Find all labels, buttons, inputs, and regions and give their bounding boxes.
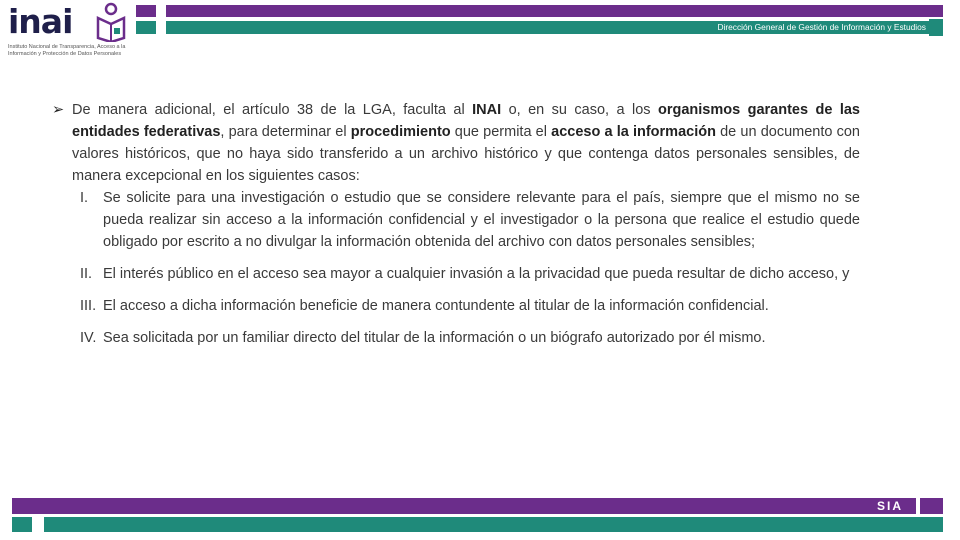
intro-bullet (52, 99, 860, 187)
inai-logo (8, 2, 126, 62)
reader-book-icon (94, 2, 128, 42)
list-item-text: Sea solicitada por un familiar directo del titular de la información o un biógrafo autorizado por él mismo. (103, 330, 766, 346)
list-item-number: IV. (80, 330, 97, 346)
footer-green-square (12, 517, 32, 532)
footer-purple-square (920, 498, 943, 514)
list-item-number: II. (80, 266, 93, 282)
header-title: Dirección General de Gestión de Información y Estudios (717, 22, 926, 32)
list-item (52, 295, 860, 317)
logo-wordmark: inai (8, 2, 73, 41)
list-item (52, 263, 860, 285)
header-green-square (136, 21, 156, 34)
footer-purple-bar (12, 498, 916, 514)
slide-content (52, 99, 860, 349)
intro-paragraph: De manera adicional, el artículo 38 de la LGA, faculta al INAI o, en su caso, a los organismos garantes de las entidades federativas, para determinar el procedimiento que permita el acceso a la información de un documento con valores históricos, que no haya sido transferido a un archivo histórico y que contenga datos personales sensibles, de manera excepcional en los siguientes casos: (72, 102, 860, 184)
list-item-text: El interés público en el acceso sea mayor a cualquier invasión a la privacidad que pueda resultar de dicho acceso, y (103, 266, 850, 282)
arrow-bullet-icon: ➢ (52, 102, 65, 118)
list-item (52, 327, 860, 349)
list-item-text: Se solicite para una investigación o estudio que se considere relevante para el país, siempre que el mismo no se pueda realizar sin acceso a la información confidencial y el investigador o la persona que realice el estudio quede obligado por escrito a no divulgar la información obtenida del archivo con datos personales sensibles; (103, 190, 860, 250)
list-item-number: III. (80, 298, 97, 314)
footer-label: SIA (876, 499, 903, 513)
list-item-text: El acceso a dicha información beneficie de manera contundente al titular de la información confidencial. (103, 298, 769, 314)
footer-green-bar (44, 517, 943, 532)
list-item-number: I. (80, 190, 89, 206)
header-purple-square (136, 5, 156, 17)
header-green-end-square (929, 19, 943, 36)
logo-subtitle: Instituto Nacional de Transparencia, Acceso a la Información y Protección de Datos Personales (8, 44, 126, 57)
header-purple-bar (166, 5, 943, 17)
cases-list (52, 187, 860, 349)
list-item (52, 187, 860, 253)
